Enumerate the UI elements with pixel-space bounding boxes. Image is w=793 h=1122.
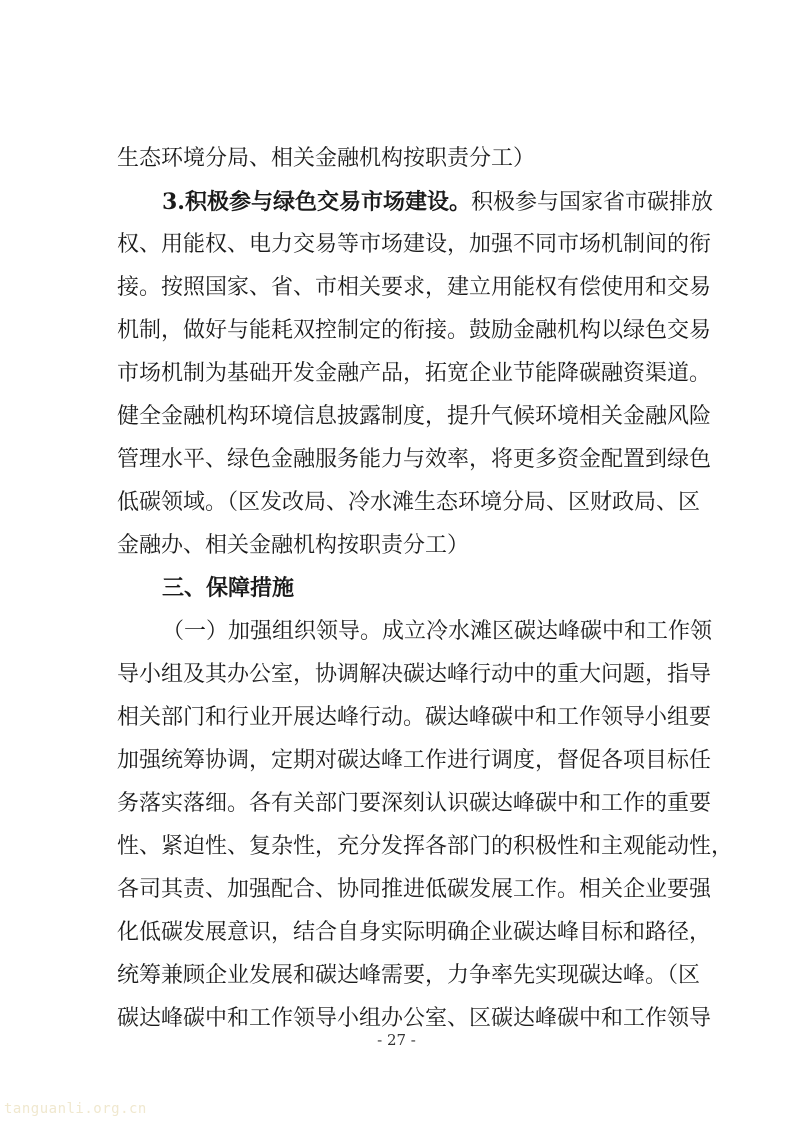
text-line: 市场机制为基础开发金融产品，拓宽企业节能降碳融资渠道。 [117, 361, 712, 386]
item-heading: 3.积极参与绿色交易市场建设。 [162, 189, 471, 215]
text-line: 接。按照国家、省、市相关要求，建立用能权有偿使用和交易 [117, 275, 712, 300]
text-line: 低碳领域。（区发改局、冷水滩生态环境分局、区财政局、区 [117, 490, 701, 515]
text-line: 生态环境分局、相关金融机构按职责分工） [117, 146, 536, 171]
text-line: 导小组及其办公室，协调解决碳达峰行动中的重大问题，指导 [117, 662, 712, 687]
page-number: - 27 - [377, 1031, 416, 1049]
text-line: 性、紧迫性、复杂性，充分发挥各部门的积极性和主观能动性， [117, 834, 734, 859]
text-line: 统筹兼顾企业发展和碳达峰需要，力争率先实现碳达峰。（区 [117, 963, 701, 988]
text-line: 相关部门和行业开展达峰行动。碳达峰碳中和工作领导小组要 [117, 705, 712, 730]
text-line: 化低碳发展意识，结合自身实际明确企业碳达峰目标和路径， [117, 920, 712, 945]
text-line: 健全金融机构环境信息披露制度，提升气候环境相关金融风险 [117, 404, 712, 429]
text-line: 金融办、相关金融机构按职责分工） [117, 533, 470, 558]
text-line: 权、用能权、电力交易等市场建设，加强不同市场机制间的衔 [117, 232, 712, 257]
text-line: 碳达峰碳中和工作领导小组办公室、区碳达峰碳中和工作领导 [117, 1006, 712, 1031]
text-line: （一）加强组织领导。成立冷水滩区碳达峰碳中和工作领 [162, 619, 713, 644]
watermark: tanguanli.org.cn [4, 1101, 147, 1117]
text-line: 加强统筹协调，定期对碳达峰工作进行调度，督促各项目标任 [117, 748, 712, 773]
section-heading: 三、保障措施 [162, 576, 295, 601]
text-line: 3.积极参与绿色交易市场建设。积极参与国家省市碳排放 [162, 189, 713, 215]
text-line: 管理水平、绿色金融服务能力与效率，将更多资金配置到绿色 [117, 447, 712, 472]
text-line: 务落实落细。各有关部门要深刻认识碳达峰碳中和工作的重要 [117, 791, 712, 816]
text-line: 各司其责、加强配合、协同推进低碳发展工作。相关企业要强 [117, 877, 712, 902]
text-line: 机制，做好与能耗双控制定的衔接。鼓励金融机构以绿色交易 [117, 318, 712, 343]
